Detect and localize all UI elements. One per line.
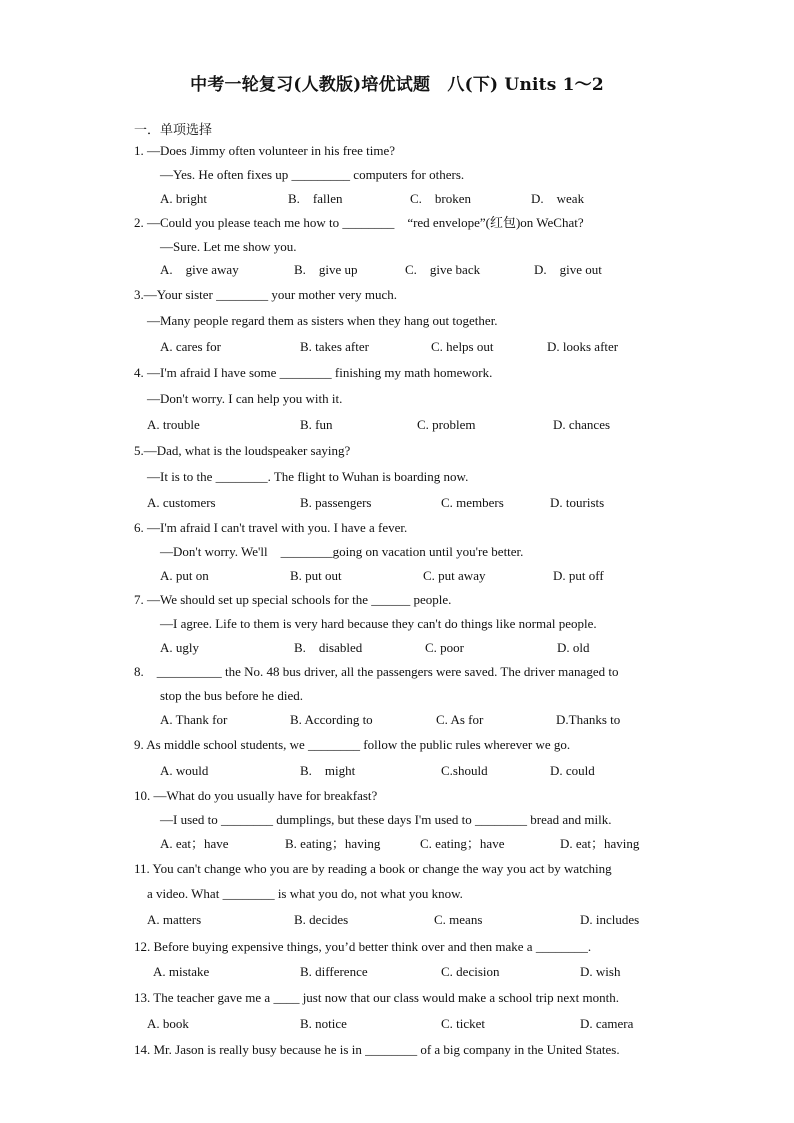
option-b: B. might (300, 763, 356, 778)
option-d: D. camera (580, 1016, 634, 1031)
option-c: C. problem (417, 417, 476, 432)
question-stem: 2. —Could you please teach me how to ________ “red envelope”(红包)on WeChat? (134, 215, 584, 230)
option-b: B. eating；having (285, 836, 381, 851)
option-c: C. members (441, 495, 504, 510)
option-d: D. includes (580, 912, 640, 927)
page-title: 中考一轮复习(人教版)培优试题 八(下) Units 1～2 (190, 75, 604, 95)
question-line: a video. What ________ is what you do, not what you know. (147, 886, 463, 901)
question-stem: 14. Mr. Jason is really busy because he is in ________ of a big company in the United States. (134, 1042, 620, 1057)
option-d: D.Thanks to (556, 712, 621, 727)
option-d: D. wish (580, 964, 621, 979)
question-stem: 13. The teacher gave me a ____ just now that our class would make a school trip next month. (134, 990, 619, 1005)
question-stem: 4. —I'm afraid I have some ________ finishing my math homework. (134, 365, 493, 380)
question-stem: 12. Before buying expensive things, you’d better think over and then make a ________. (134, 939, 592, 954)
question-stem: 6. —I'm afraid I can't travel with you. I have a fever. (134, 520, 408, 535)
option-b: B. put out (290, 568, 342, 583)
option-c: C. decision (441, 964, 500, 979)
question-stem: 3.—Your sister ________ your mother very much. (134, 287, 397, 302)
option-a: A. customers (147, 495, 216, 510)
option-d: D. old (557, 640, 590, 655)
question-line: —Don't worry. I can help you with it. (147, 391, 343, 406)
question-stem: 1. —Does Jimmy often volunteer in his free time? (134, 143, 396, 158)
option-a: A. trouble (147, 417, 200, 432)
option-c: C. means (434, 912, 483, 927)
option-d: D. looks after (547, 339, 619, 354)
question-stem: 5.—Dad, what is the loudspeaker saying? (134, 443, 351, 458)
option-a: A. matters (147, 912, 202, 927)
option-a: A. ugly (160, 640, 199, 655)
option-d: D. give out (534, 262, 602, 277)
option-a: A. eat；have (160, 836, 229, 851)
option-a: A. book (147, 1016, 189, 1031)
question-line: —Many people regard them as sisters when they hang out together. (147, 313, 498, 328)
option-a: A. give away (160, 262, 239, 277)
option-a: A. cares for (160, 339, 221, 354)
question-line: —Yes. He often fixes up _________ computers for others. (160, 167, 465, 182)
option-b: B. fallen (288, 191, 343, 206)
option-c: C. helps out (431, 339, 494, 354)
question-line: stop the bus before he died. (160, 688, 303, 703)
option-b: B. give up (294, 262, 358, 277)
question-line: —I agree. Life to them is very hard because they can't do things like normal people. (160, 616, 597, 631)
question-stem: 7. —We should set up special schools for the ______ people. (134, 592, 452, 607)
option-d: D. weak (531, 191, 585, 206)
option-a: A. put on (160, 568, 209, 583)
option-a: A. mistake (153, 964, 210, 979)
question-line: —Don't worry. We'll ________going on vacation until you're better. (160, 544, 524, 559)
question-stem: 11. You can't change who you are by reading a book or change the way you act by watching (134, 861, 612, 876)
question-line: —Sure. Let me show you. (160, 239, 297, 254)
option-b: B. notice (300, 1016, 347, 1031)
option-d: D. tourists (550, 495, 605, 510)
option-b: B. difference (300, 964, 368, 979)
question-stem: 10. —What do you usually have for breakfast? (134, 788, 378, 803)
option-c: C. put away (423, 568, 486, 583)
option-c: C.should (441, 763, 488, 778)
option-b: B. According to (290, 712, 373, 727)
question-stem: 8. __________ the No. 48 bus driver, all the passengers were saved. The driver managed to (134, 664, 619, 679)
option-b: B. fun (300, 417, 333, 432)
option-a: A. Thank for (160, 712, 228, 727)
option-b: B. passengers (300, 495, 372, 510)
question-stem: 9. As middle school students, we ________ follow the public rules wherever we go. (134, 737, 571, 752)
option-d: D. put off (553, 568, 604, 583)
question-line: —I used to ________ dumplings, but these days I'm used to ________ bread and milk. (160, 812, 612, 827)
option-b: B. takes after (300, 339, 369, 354)
option-b: B. decides (294, 912, 349, 927)
option-c: C. give back (405, 262, 481, 277)
option-a: A. would (160, 763, 209, 778)
option-d: D. could (550, 763, 595, 778)
option-d: D. chances (553, 417, 611, 432)
option-c: C. ticket (441, 1016, 486, 1031)
option-c: C. poor (425, 640, 464, 655)
option-d: D. eat；having (560, 836, 640, 851)
option-c: C. broken (410, 191, 472, 206)
option-c: C. eating；have (420, 836, 505, 851)
option-a: A. bright (160, 191, 207, 206)
question-line: —It is to the ________. The flight to Wuhan is boarding now. (147, 469, 469, 484)
option-c: C. As for (436, 712, 484, 727)
option-b: B. disabled (294, 640, 363, 655)
section-heading: 一．单项选择 (134, 123, 213, 138)
